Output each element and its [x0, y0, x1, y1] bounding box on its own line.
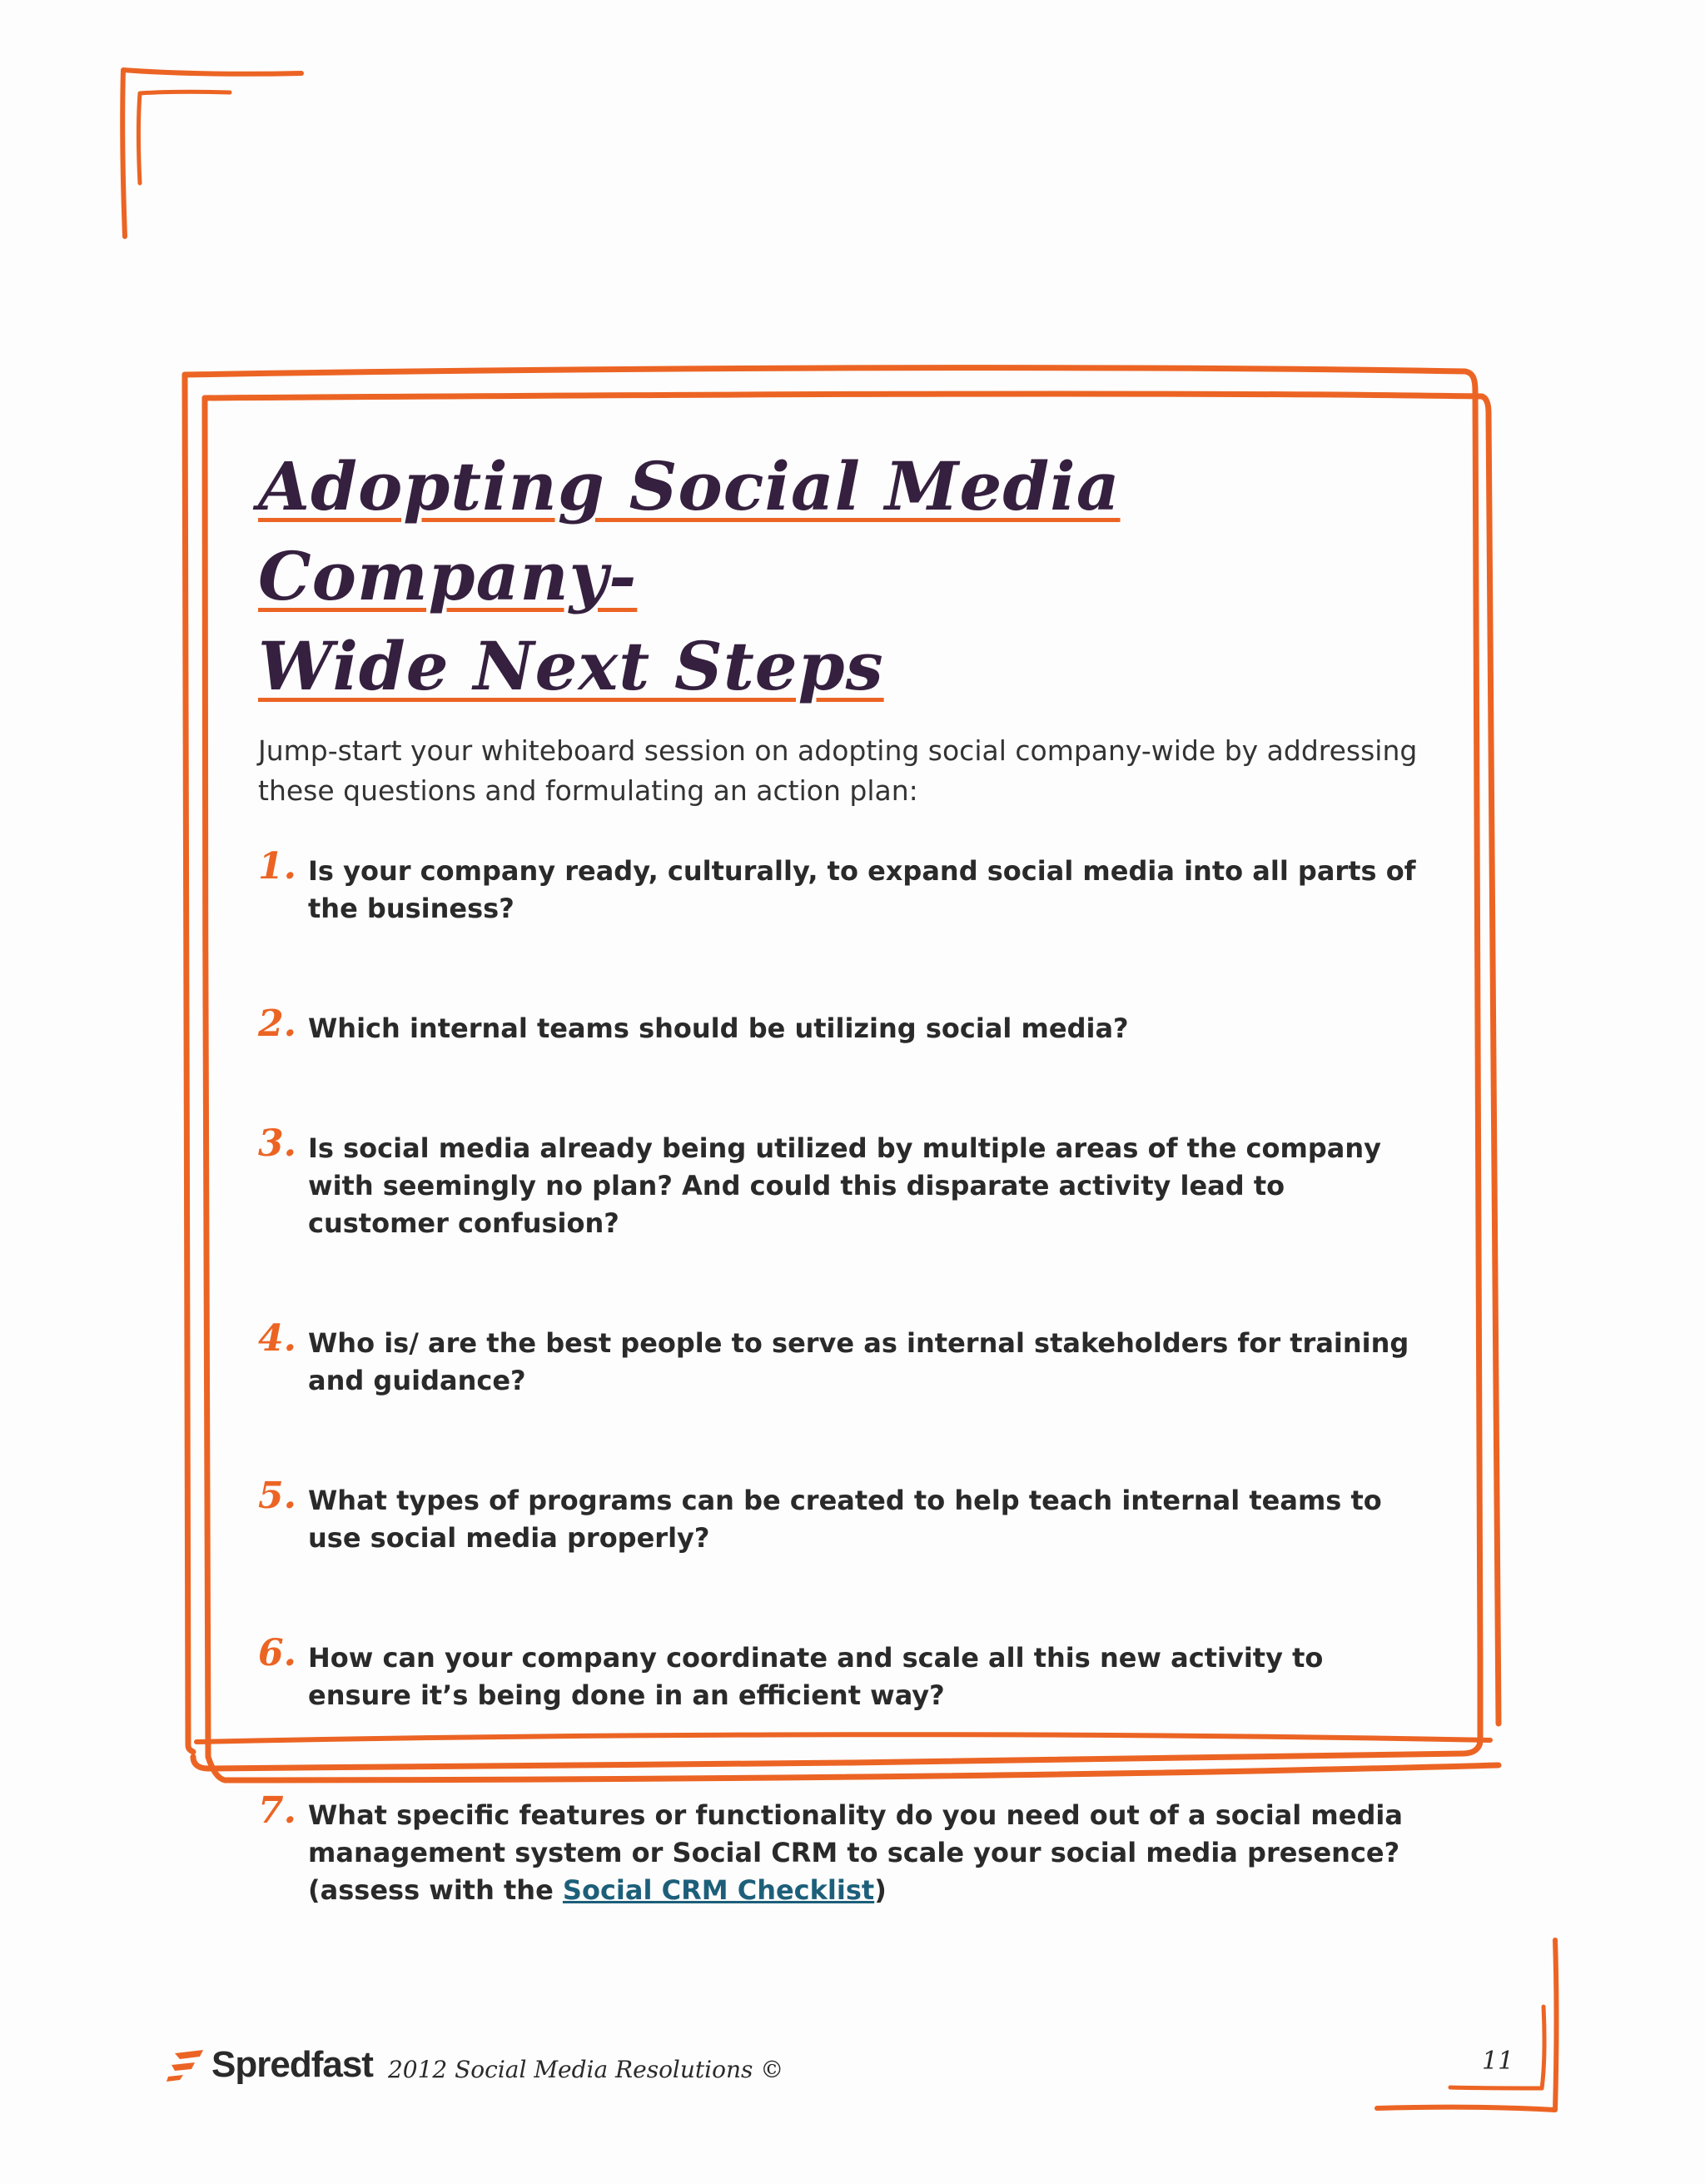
footer-tagline: 2012 Social Media Resolutions ©	[387, 2055, 784, 2083]
questions-list	[258, 845, 1424, 1909]
box-outer-left	[185, 375, 193, 1752]
list-item	[258, 1122, 1424, 1242]
question-number: 4.	[258, 1317, 296, 1360]
question-number: 7.	[258, 1789, 296, 1832]
social-crm-checklist-link[interactable]: Social CRM Checklist	[562, 1874, 875, 1906]
list-item	[258, 845, 1424, 928]
list-item	[258, 1632, 1424, 1714]
question-text: What types of programs can be created to help teach internal teams to use social media properly?	[308, 1485, 1382, 1554]
question-number: 6.	[258, 1632, 296, 1674]
list-item	[258, 1002, 1424, 1047]
page-number: 11	[1482, 2047, 1514, 2076]
corner-bracket-bottom-right	[1377, 1940, 1557, 2110]
question-text: Is your company ready, culturally, to expand social media into all parts of the business?	[308, 855, 1416, 924]
title-line-1: Adopting Social Media Company-	[258, 447, 1121, 615]
question-number: 1.	[258, 845, 296, 888]
question-text: How can your company coordinate and scale all this new activity to ensure it’s being done in an efficient way?	[308, 1642, 1324, 1711]
page-title	[258, 441, 1424, 711]
title-line-2: Wide Next Steps	[258, 627, 884, 705]
brand-name: Spredfast	[211, 2044, 373, 2085]
question-number: 3.	[258, 1122, 296, 1165]
question-text-before-link: What specific features or functionality do you need out of a social media management system or Social CRM to scale your social media presence? (assess with the	[308, 1799, 1403, 1906]
question-text: Which internal teams should be utilizing social media?	[308, 1012, 1129, 1044]
question-text: Who is/ are the best people to serve as internal stakeholders for training and guidance?	[308, 1327, 1409, 1396]
footer-brand	[167, 2044, 783, 2086]
spredfast-logo-icon	[167, 2048, 206, 2082]
intro-text: Jump-start your whiteboard session on adopting social company-wide by addressing these questions and formulating an action plan:	[258, 734, 1418, 807]
list-item	[258, 1317, 1424, 1400]
question-number: 2.	[258, 1002, 296, 1045]
corner-bracket-top-left-inner	[139, 92, 231, 183]
question-text-after-link: )	[874, 1874, 887, 1906]
question-number: 5.	[258, 1475, 296, 1517]
list-item	[258, 1475, 1424, 1557]
corner-bracket-top-left	[122, 70, 301, 236]
question-text: Is social media already being utilized by multiple areas of the company with seemingly no plan? And could this disparate activity lead to customer confusion?	[308, 1132, 1381, 1239]
list-item	[258, 1789, 1424, 1909]
main-content	[258, 441, 1424, 1909]
